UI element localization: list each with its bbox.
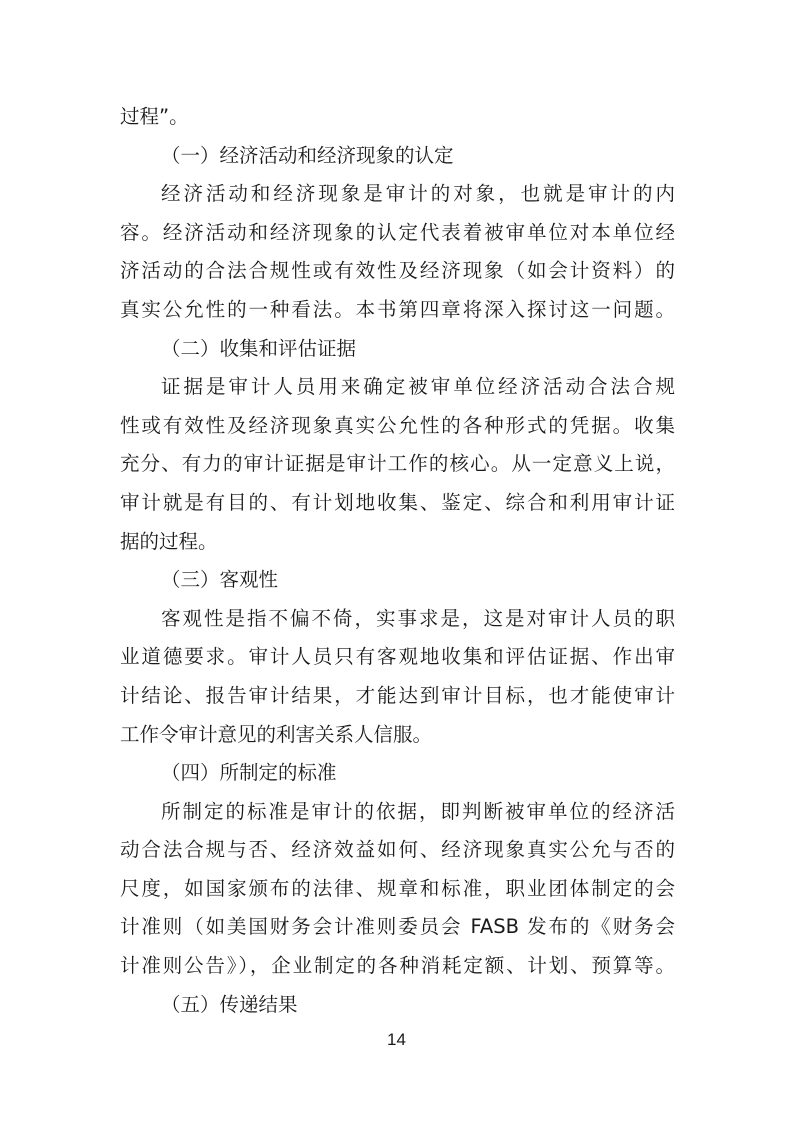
text-line: 计准则公告》），企业制定的各种消耗定额、计划、预算等。 — [120, 954, 675, 978]
text-line: 真实公允性的一种看法。本书第四章将深入探讨这一问题。 — [120, 297, 675, 321]
text-line: 尺度，如国家颁布的法律、规章和标准，职业团体制定的会 — [120, 876, 675, 900]
section-heading: （二）收集和评估证据 — [161, 336, 357, 360]
text-line: 过程”。 — [120, 105, 189, 128]
text-line: 济活动的合法合规性或有效性及经济现象（如会计资料）的 — [120, 259, 675, 283]
text-line: 所制定的标准是审计的依据，即判断被审单位的经济活 — [161, 799, 675, 823]
text-line: 审计就是有目的、有计划地收集、鉴定、综合和利用审计证 — [120, 490, 675, 514]
text-line: 容。经济活动和经济现象的认定代表着被审单位对本单位经 — [120, 220, 675, 244]
text-line: 性或有效性及经济现象真实公允性的各种形式的凭据。收集 — [120, 413, 675, 437]
section-heading: （三）客观性 — [161, 568, 279, 592]
section-heading: （四）所制定的标准 — [161, 761, 337, 785]
text-line: 经济活动和经济现象是审计的对象，也就是审计的内 — [161, 182, 675, 206]
text-line: 计结论、报告审计结果，才能达到审计目标，也才能使审计 — [120, 683, 675, 707]
text-line: 业道德要求。审计人员只有客观地收集和评估证据、作出审 — [120, 645, 675, 669]
section-heading: （一）经济活动和经济现象的认定 — [161, 143, 454, 167]
text-line: 客观性是指不偏不倚，实事求是，这是对审计人员的职 — [161, 606, 675, 630]
text-line: 充分、有力的审计证据是审计工作的核心。从一定意义上说， — [120, 452, 675, 476]
text-line: 动合法合规与否、经济效益如何、经济现象真实公允与否的 — [120, 838, 675, 862]
text-line: 计准则（如美国财务会计准则委员会 FASB 发布的《财务会 — [120, 915, 675, 939]
page-number: 14 — [387, 1030, 406, 1049]
body-text — [120, 98, 675, 1024]
text-line: 工作令审计意见的利害关系人信服。 — [120, 722, 433, 746]
text-line: 据的过程。 — [120, 529, 218, 553]
text-line: 证据是审计人员用来确定被审单位经济活动合法合规 — [161, 375, 675, 399]
section-heading: （五）传递结果 — [161, 992, 298, 1016]
